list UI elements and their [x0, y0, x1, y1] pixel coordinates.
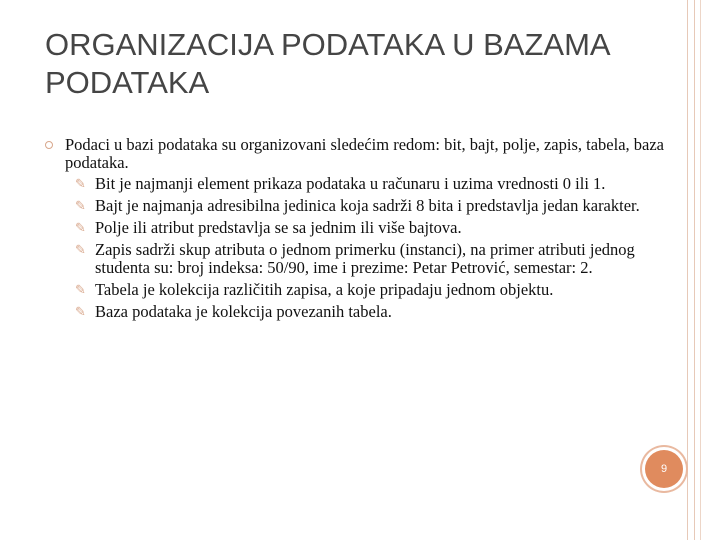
- sub-point-text: Tabela je kolekcija različitih zapisa, a koje pripadaju jednom objektu.: [95, 280, 554, 299]
- decorative-border-line: [700, 0, 701, 540]
- sub-bullet-item: [65, 175, 685, 193]
- sub-point-text: Bit je najmanji element prikaza podataka u računaru i uzima vrednosti 0 ili 1.: [95, 174, 606, 193]
- wing-bullet-icon: ✎: [75, 177, 86, 192]
- decorative-border-line: [694, 0, 695, 540]
- sub-point-text: Polje ili atribut predstavlja se sa jednim ili više bajtova.: [95, 218, 462, 237]
- hollow-circle-bullet-icon: [45, 141, 53, 149]
- wing-bullet-icon: ✎: [75, 243, 86, 258]
- decorative-border-line: [687, 0, 688, 540]
- wing-bullet-icon: ✎: [75, 199, 86, 214]
- sub-bullet-list: [65, 175, 685, 321]
- wing-bullet-icon: ✎: [75, 221, 86, 236]
- sub-point-text: Zapis sadrži skup atributa o jednom primerku (instanci), na primer atributi jednog studenta su: broj indeksa: 50/90, ime i prezime: Petar Petrović, semestar: 2.: [95, 240, 635, 277]
- page-number: 9: [660, 463, 668, 475]
- slide-body: [45, 136, 685, 325]
- sub-bullet-item: [65, 281, 685, 299]
- sub-bullet-item: [65, 219, 685, 237]
- slide-title: ORGANIZACIJA PODATAKA U BAZAMA PODATAKA: [45, 27, 609, 100]
- wing-bullet-icon: ✎: [75, 305, 86, 320]
- main-bullet-item: [45, 136, 685, 321]
- sub-bullet-item: [65, 197, 685, 215]
- wing-bullet-icon: ✎: [75, 283, 86, 298]
- sub-point-text: Baza podataka je kolekcija povezanih tabela.: [95, 302, 392, 321]
- sub-bullet-item: [65, 241, 685, 277]
- sub-bullet-item: [65, 303, 685, 321]
- page-number-badge: [645, 450, 683, 488]
- sub-point-text: Bajt je najmanja adresibilna jedinica koja sadrži 8 bita i predstavlja jedan karakter.: [95, 196, 640, 215]
- main-point-text: Podaci u bazi podataka su organizovani sledećim redom: bit, bajt, polje, zapis, tabela, baza podataka.: [65, 135, 664, 172]
